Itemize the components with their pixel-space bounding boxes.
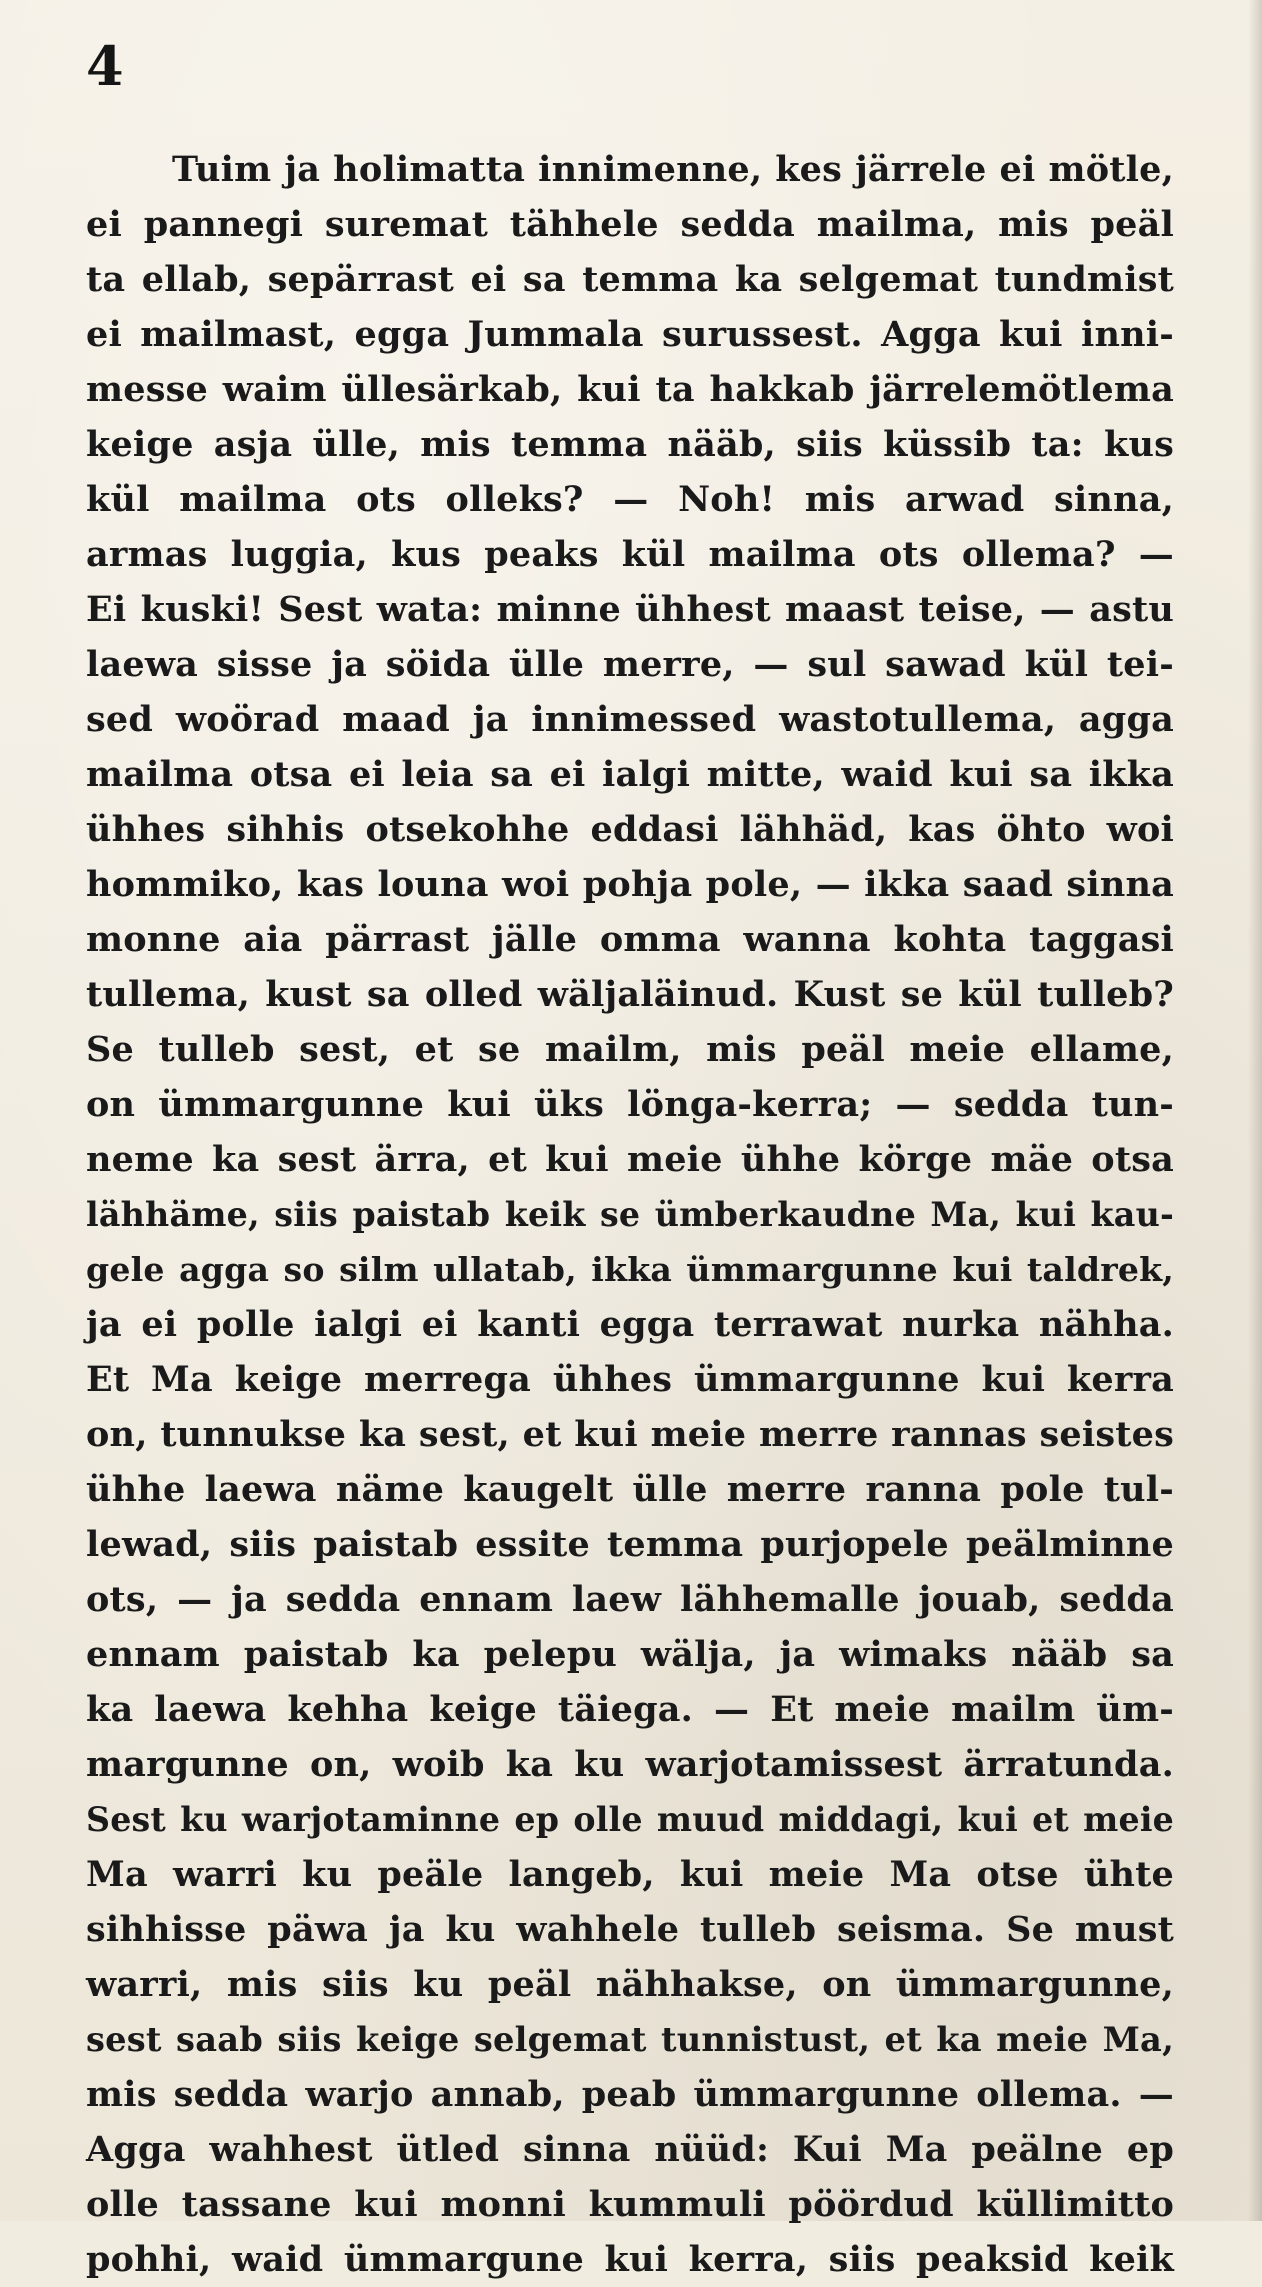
text-line: warri, mis siis ku peäl nähhakse, on ümmargunne,	[86, 1964, 1174, 2005]
text-line: ühhe laewa näme kaugelt ülle merre ranna pole tul-	[86, 1469, 1174, 1510]
text-line: ots, — ja sedda ennam laew lähhemalle jouab, sedda	[86, 1579, 1174, 1620]
page-edge-shadow	[1248, 0, 1262, 2221]
text-line: tullema, kust sa olled wäljaläinud. Kust se kül tulleb?	[86, 974, 1174, 1015]
text-line: hommiko, kas louna woi pohja pole, — ikka saad sinna	[86, 864, 1174, 905]
text-line: mailma otsa ei leia sa ei ialgi mitte, waid kui sa ikka	[86, 754, 1174, 795]
text-line: Sest ku warjotaminne ep olle muud middagi, kui et meie	[86, 1800, 1174, 1839]
text-line: sihhisse päwa ja ku wahhele tulleb seisma. Se must	[86, 1909, 1174, 1950]
text-line: ennam paistab ka pelepu wälja, ja wimaks nääb sa	[86, 1634, 1174, 1675]
text-line: monne aia pärrast jälle omma wanna kohta taggasi	[86, 919, 1174, 960]
text-line: gele agga so silm ullatab, ikka ümmargunne kui taldrek,	[86, 1250, 1174, 1289]
text-line: ei mailmast, egga Jummala surussest. Agga kui inni-	[86, 314, 1174, 355]
text-line: ühhes sihhis otsekohhe eddasi lähhäd, kas öhto woi	[86, 809, 1174, 850]
text-line: olle tassane kui monni kummuli pöördud küllimitto	[86, 2184, 1174, 2225]
text-line: ka laewa kehha keige täiega. — Et meie mailm üm-	[86, 1689, 1174, 1730]
text-line: laewa sisse ja söida ülle merre, — sul sawad kül tei-	[86, 644, 1174, 685]
text-line: neme ka sest ärra, et kui meie ühhe körge mäe otsa	[86, 1139, 1174, 1180]
text-line: Tuim ja holimatta innimenne, kes järrele ei mötle,	[172, 149, 1174, 190]
text-line: on, tunnukse ka sest, et kui meie merre rannas seistes	[86, 1414, 1174, 1455]
text-line: kül mailma ots olleks? — Noh! mis arwad sinna,	[86, 479, 1174, 520]
text-line: Et Ma keige merrega ühhes ümmargunne kui kerra	[86, 1359, 1174, 1400]
text-line: Ei kuski! Sest wata: minne ühhest maast teise, — astu	[86, 589, 1174, 630]
text-line: keige asja ülle, mis temma nääb, siis küssib ta: kus	[86, 424, 1174, 465]
text-line: on ümmargunne kui üks lönga-kerra; — sedda tun-	[86, 1084, 1174, 1125]
text-line: messe waim üllesärkab, kui ta hakkab järrelemötlema	[86, 369, 1174, 410]
text-line: lewad, siis paistab essite temma purjopele peälminne	[86, 1524, 1174, 1565]
page-number: 4	[86, 34, 124, 98]
text-line: pohhi, waid ümmargune kui kerra, siis peaksid keik	[86, 2239, 1174, 2280]
body-text	[86, 142, 1174, 2287]
text-line: ja ei polle ialgi ei kanti egga terrawat nurka nähha.	[86, 1304, 1174, 1345]
text-line: sed woörad maad ja innimessed wastotullema, agga	[86, 699, 1174, 740]
text-line: Ma warri ku peäle langeb, kui meie Ma otse ühte	[86, 1854, 1174, 1895]
text-line: ei pannegi suremat tähhele sedda mailma, mis peäl	[86, 204, 1174, 245]
text-line: sest saab siis keige selgemat tunnistust, et ka meie Ma,	[86, 2019, 1174, 2059]
text-line: Agga wahhest ütled sinna nüüd: Kui Ma peälne ep	[86, 2129, 1174, 2170]
text-line: mis sedda warjo annab, peab ümmargunne ollema. —	[86, 2074, 1174, 2115]
text-line: ta ellab, sepärrast ei sa temma ka selgemat tundmist	[86, 259, 1174, 300]
text-line: armas luggia, kus peaks kül mailma ots ollema? —	[86, 534, 1174, 575]
text-line: Se tulleb sest, et se mailm, mis peäl meie ellame,	[86, 1029, 1174, 1070]
text-line: lähhäme, siis paistab keik se ümberkaudne Ma, kui kau-	[86, 1195, 1174, 1234]
text-line: margunne on, woib ka ku warjotamissest ärratunda.	[86, 1744, 1174, 1785]
